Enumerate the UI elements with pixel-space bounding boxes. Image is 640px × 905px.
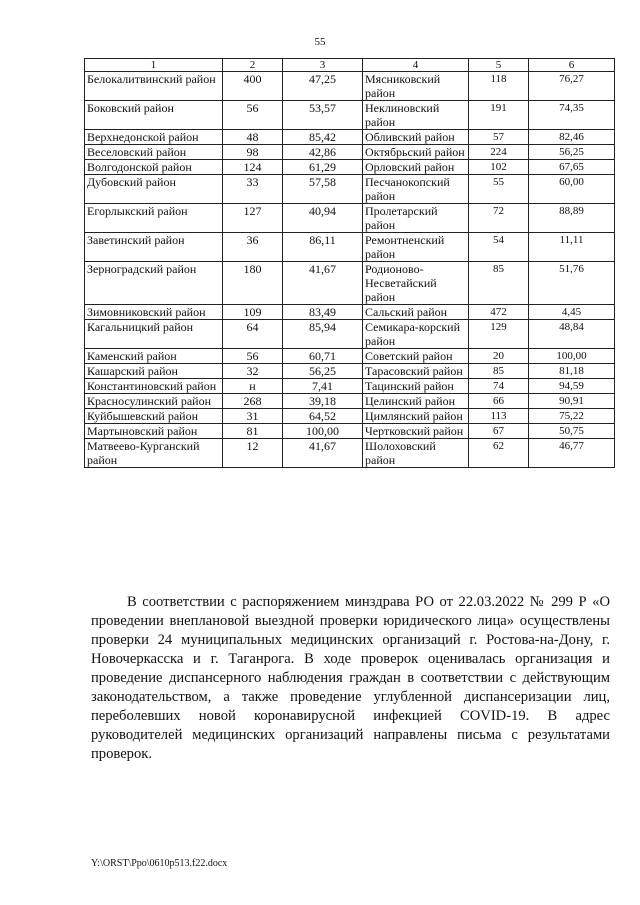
count-cell: 180 [223,262,283,305]
table-row [85,349,615,364]
count-cell: 72 [469,204,529,233]
column-header: 3 [283,59,363,72]
percent-cell: 56,25 [283,364,363,379]
district-name-cell: Белокалитвинский район [85,72,223,101]
percent-cell: 47,25 [283,72,363,101]
district-name-cell: Орловский район [363,160,469,175]
count-cell: 124 [223,160,283,175]
district-name-cell: Кагальницкий район [85,320,223,349]
count-cell: 67 [469,424,529,439]
percent-cell: 83,49 [283,305,363,320]
district-name-cell: Родионово-Несветайский район [363,262,469,305]
percent-cell: 61,29 [283,160,363,175]
percent-cell: 42,86 [283,145,363,160]
count-cell: 54 [469,233,529,262]
percent-cell: 41,67 [283,262,363,305]
count-cell: 191 [469,101,529,130]
district-name-cell: Мартыновский район [85,424,223,439]
district-name-cell: Куйбышевский район [85,409,223,424]
percent-cell: 48,84 [529,320,615,349]
count-cell: 268 [223,394,283,409]
count-cell: 109 [223,305,283,320]
percent-cell: 41,67 [283,439,363,468]
table-row [85,160,615,175]
percent-cell: 100,00 [529,349,615,364]
percent-cell: 56,25 [529,145,615,160]
percent-cell: 4,45 [529,305,615,320]
district-name-cell: Егорлыкский район [85,204,223,233]
district-name-cell: Матвеево-Курганский район [85,439,223,468]
district-name-cell: Песчанокопский район [363,175,469,204]
district-name-cell: Кашарский район [85,364,223,379]
percent-cell: 46,77 [529,439,615,468]
percent-cell: 75,22 [529,409,615,424]
district-name-cell: Тацинский район [363,379,469,394]
count-cell: 113 [469,409,529,424]
district-name-cell: Целинский район [363,394,469,409]
count-cell: 118 [469,72,529,101]
district-name-cell: Зерноградский район [85,262,223,305]
percent-cell: 50,75 [529,424,615,439]
body-paragraph-text: В соответствии с распоряжением минздрава РО от 22.03.2022 № 299 Р «О проведении внеплановой выездной проверки юридического лица» осуществлены проверки 24 муниципальных медицинских организаций г. Ростова-на-Дону, г. Новочеркасска и г. Таганрога. В ходе проверок оценивалась организация и проведение диспансерного наблюдения граждан в соответствии с действующим законодательством, а также проведение углубленной диспансеризации лиц, переболевших новой коронавирусной инфекцией COVID-19. В адрес руководителей медицинских организаций направлены письма с результатами проверок. [91,594,610,762]
percent-cell: 60,00 [529,175,615,204]
count-cell: 20 [469,349,529,364]
count-cell: 66 [469,394,529,409]
count-cell: 55 [469,175,529,204]
table-row [85,364,615,379]
table-row [85,262,615,305]
district-name-cell: Дубовский район [85,175,223,204]
districts-table [84,58,615,468]
count-cell: 472 [469,305,529,320]
count-cell: 57 [469,130,529,145]
district-name-cell: Зимовниковский район [85,305,223,320]
table-row [85,130,615,145]
count-cell: 32 [223,364,283,379]
count-cell: 127 [223,204,283,233]
table-row [85,409,615,424]
count-cell: 62 [469,439,529,468]
percent-cell: 51,76 [529,262,615,305]
percent-cell: 94,59 [529,379,615,394]
count-cell: 102 [469,160,529,175]
count-cell: 31 [223,409,283,424]
table-row [85,379,615,394]
district-name-cell: Константиновский район [85,379,223,394]
table-row [85,204,615,233]
district-name-cell: Шолоховский район [363,439,469,468]
count-cell: 98 [223,145,283,160]
district-name-cell: Неклиновский район [363,101,469,130]
percent-cell: 64,52 [283,409,363,424]
table-row [85,145,615,160]
column-header: 2 [223,59,283,72]
percent-cell: 85,94 [283,320,363,349]
percent-cell: 88,89 [529,204,615,233]
district-name-cell: Волгодонской район [85,160,223,175]
column-header: 6 [529,59,615,72]
count-cell: 64 [223,320,283,349]
percent-cell: 40,94 [283,204,363,233]
district-name-cell: Обливский район [363,130,469,145]
percent-cell: 53,57 [283,101,363,130]
count-cell: 12 [223,439,283,468]
count-cell: н [223,379,283,394]
table-row [85,175,615,204]
count-cell: 81 [223,424,283,439]
count-cell: 85 [469,262,529,305]
district-name-cell: Каменский район [85,349,223,364]
table-row [85,305,615,320]
district-name-cell: Мясниковский район [363,72,469,101]
count-cell: 74 [469,379,529,394]
count-cell: 56 [223,349,283,364]
table-row [85,320,615,349]
district-name-cell: Красносулинский район [85,394,223,409]
table-row [85,424,615,439]
percent-cell: 86,11 [283,233,363,262]
percent-cell: 7,41 [283,379,363,394]
count-cell: 400 [223,72,283,101]
percent-cell: 60,71 [283,349,363,364]
district-name-cell: Сальский район [363,305,469,320]
district-name-cell: Цимлянский район [363,409,469,424]
table-row [85,233,615,262]
file-path-footer: Y:\ORST\Ppo\0610p513.f22.docx [91,858,228,869]
percent-cell: 100,00 [283,424,363,439]
percent-cell: 57,58 [283,175,363,204]
district-name-cell: Веселовский район [85,145,223,160]
percent-cell: 74,35 [529,101,615,130]
district-name-cell: Семикара-корский район [363,320,469,349]
percent-cell: 67,65 [529,160,615,175]
table-row [85,439,615,468]
district-name-cell: Чертковский район [363,424,469,439]
table-row [85,72,615,101]
count-cell: 85 [469,364,529,379]
percent-cell: 81,18 [529,364,615,379]
column-header: 5 [469,59,529,72]
count-cell: 224 [469,145,529,160]
district-name-cell: Тарасовский район [363,364,469,379]
page-number: 55 [314,36,326,48]
count-cell: 36 [223,233,283,262]
percent-cell: 76,27 [529,72,615,101]
percent-cell: 39,18 [283,394,363,409]
district-name-cell: Советский район [363,349,469,364]
district-name-cell: Октябрьский район [363,145,469,160]
table-row [85,394,615,409]
district-name-cell: Верхнедонской район [85,130,223,145]
percent-cell: 82,46 [529,130,615,145]
column-header: 4 [363,59,469,72]
body-paragraph [91,593,610,764]
percent-cell: 85,42 [283,130,363,145]
count-cell: 33 [223,175,283,204]
count-cell: 129 [469,320,529,349]
percent-cell: 90,91 [529,394,615,409]
percent-cell: 11,11 [529,233,615,262]
table-row [85,101,615,130]
count-cell: 56 [223,101,283,130]
column-header: 1 [85,59,223,72]
district-name-cell: Ремонтненский район [363,233,469,262]
count-cell: 48 [223,130,283,145]
district-name-cell: Заветинский район [85,233,223,262]
table-header-row [85,59,615,72]
district-name-cell: Боковский район [85,101,223,130]
district-name-cell: Пролетарский район [363,204,469,233]
